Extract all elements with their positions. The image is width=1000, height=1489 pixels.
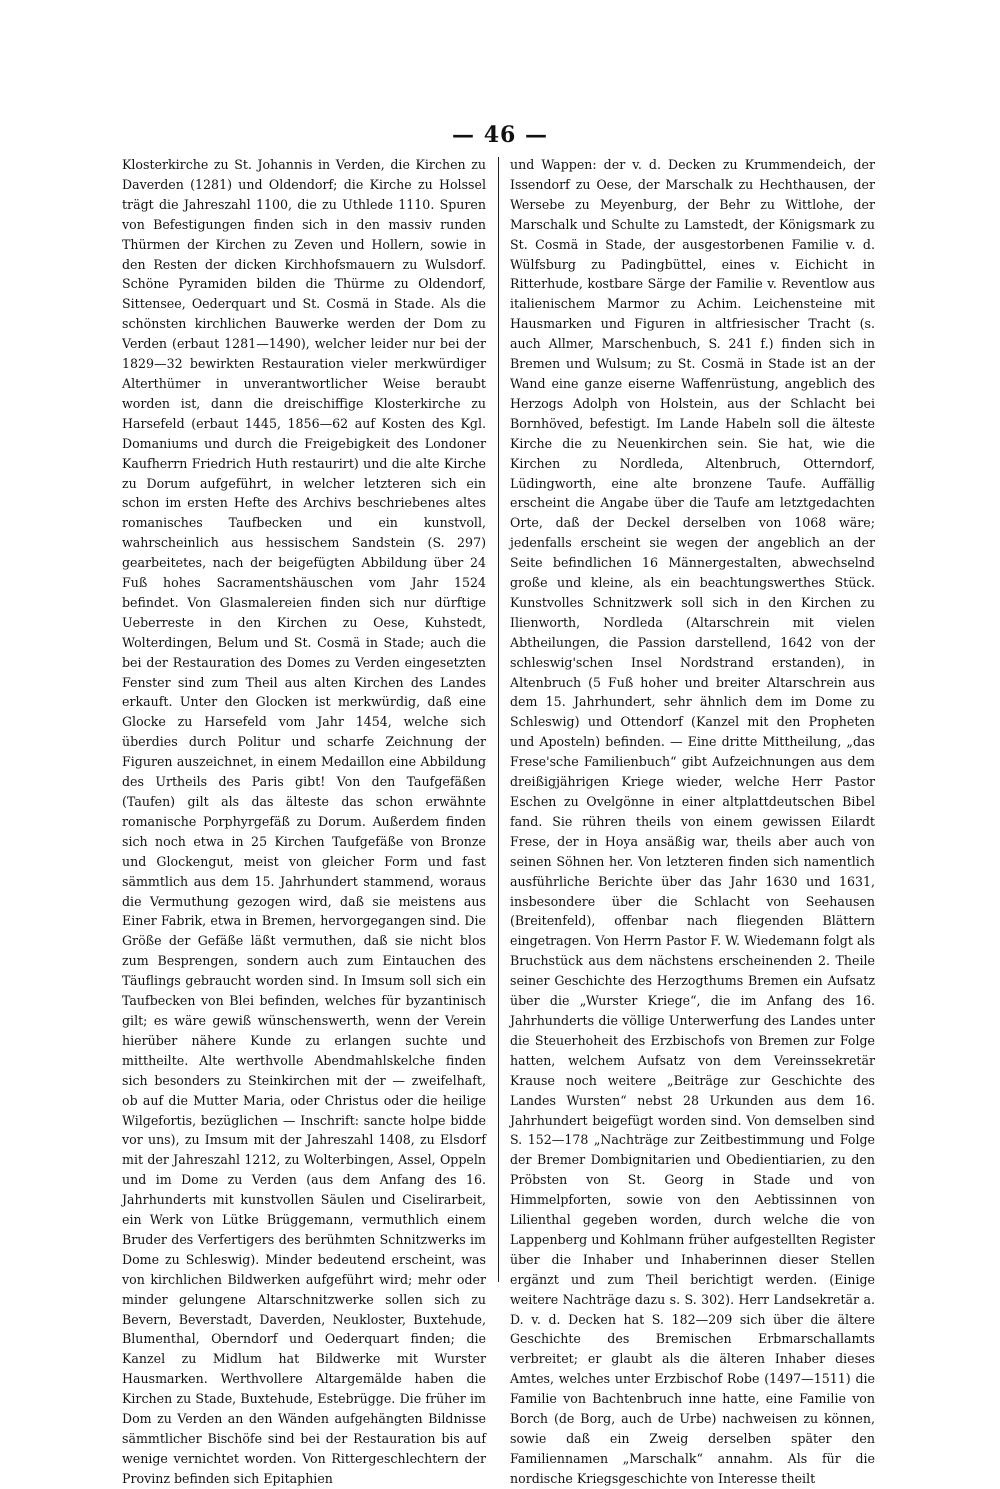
left-column: [122, 155, 486, 1486]
right-column: [510, 155, 875, 1486]
column-divider: [498, 157, 499, 1282]
page-number: — 46 —: [452, 122, 548, 148]
left-column-text: Klosterkirche zu St. Johannis in Verden, die Kirchen zu Daverden (1281) und Oldendorf; die Kirche zu Holssel trägt die Jahreszahl 1100, die zu Uthlede 1110. Spuren von Befestigungen finden sich in den massiv runden Thürmen der Kirchen zu Zeven und Hollern, sowie in den Resten der dicken Kirchhofsmauern zu Wulsdorf. Schöne Pyramiden bilden die Thürme zu Oldendorf, Sittensee, Oederquart und St. Cosmä in Stade. Als die schönsten kirchlichen Bauwerke werden der Dom zu Verden (erbaut 1281—1490), welcher leider nur bei der 1829—32 bewirkten Restauration vieler merkwürdiger Alterthümer in unverantwortlicher Weise beraubt worden ist, dann die dreischiffige Klosterkirche zu Harsefeld (erbaut 1445, 1856—62 auf Kosten des Kgl. Domaniums und durch die Freigebigkeit des Londoner Kaufherrn Friedrich Huth restaurirt) und die alte Kirche zu Dorum aufgeführt, in welcher letzteren sich ein schon im ersten Hefte des Archivs beschriebenes altes romanisches Taufbecken und ein kunstvoll, wahrscheinlich aus hessischem Sandstein (S. 297) gearbeitetes, nach der beigefügten Abbildung über 24 Fuß hohes Sacramentshäuschen vom Jahr 1524 befindet. Von Glasmalereien finden sich nur dürftige Ueberreste in den Kirchen zu Oese, Kuhstedt, Wolterdingen, Belum und St. Cosmä in Stade; auch die bei der Restauration des Domes zu Verden eingesetzten Fenster sind zum Theil aus alten Kirchen des Landes erkauft. Unter den Glocken ist merkwürdig, daß eine Glocke zu Harsefeld vom Jahr 1454, welche sich überdies durch Politur und scharfe Zeichnung der Figuren auszeichnet, in einem Medaillon eine Abbildung des Urtheils des Paris gibt! Von den Taufgefäßen (Taufen) gilt als das älteste das schon erwähnte romanische Porphyrgefäß zu Dorum. Außerdem finden sich noch etwa in 25 Kirchen Taufgefäße von Bronze und Glockengut, meist von gleicher Form und fast sämmtlich aus dem 15. Jahrhundert stammend, woraus die Vermuthung gezogen wird, daß sie meistens aus Einer Fabrik, etwa in Bremen, hervorgegangen sind. Die Größe der Gefäße läßt vermuthen, daß sie nicht blos zum Besprengen, sondern auch zum Eintauchen des Täuflings gebraucht worden sind. In Imsum soll sich ein Taufbecken von Blei befinden, welches für byzantinisch gilt; es wäre gewiß wünschenswerth, wenn der Verein hierüber nähere Kunde zu erlangen suchte und mittheilte. Alte werthvolle Abendmahlskelche finden sich besonders zu Steinkirchen mit der — zweifelhaft, ob auf die Mutter Maria, oder Christus oder die heilige Wilgefortis, bezüglichen — Inschrift: sancte holpe bidde vor uns), zu Imsum mit der Jahreszahl 1408, zu Elsdorf mit der Jahreszahl 1212, zu Wolterbingen, Assel, Oppeln und im Dome zu Verden (aus dem Anfang des 16. Jahrhunderts mit kunstvollen Säulen und Ciselirarbeit, ein Werk von Lütke Brüggemann, vermuthlich einem Bruder des Verfertigers des berühmten Schnitzwerks im Dome zu Schleswig). Minder bedeutend erscheint, was von kirchlichen Bildwerken aufgeführt wird; mehr oder minder gelungene Altarschnitzwerke sollen sich zu Bevern, Beverstadt, Daverden, Neukloster, Buxtehude, Blumenthal, Oberndorf und Oederquart finden; die Kanzel zu Midlum hat Bildwerke mit Wurster Hausmarken. Werthvollere Altargemälde haben die Kirchen zu Stade, Buxtehude, Estebrügge. Die früher im Dom zu Verden an den Wänden aufgehängten Bildnisse sämmtlicher Bischöfe sind bei der Restauration bis auf wenige vernichtet worden. Von Rittergeschlechtern der Provinz befinden sich Epitaphien: [122, 157, 486, 1486]
right-column-text: und Wappen: der v. d. Decken zu Krummendeich, der Issendorf zu Oese, der Marschalk zu Hechthausen, der Wersebe zu Meyenburg, der Behr zu Wittlohe, der Marschalk und Schulte zu Lamstedt, der Königsmark zu St. Cosmä in Stade, der ausgestorbenen Familie v. d. Wülfsburg zu Padingbüttel, eines v. Eichicht in Ritterhude, kostbare Särge der Familie v. Reventlow aus italienischem Marmor zu Achim. Leichensteine mit Hausmarken und Figuren in altfriesischer Tracht (s. auch Allmer, Marschenbuch, S. 241 f.) finden sich in Bremen und Wulsum; zu St. Cosmä in Stade ist an der Wand eine ganze eiserne Waffenrüstung, angeblich des Herzogs Adolph von Holstein, aus der Schlacht bei Bornhöved, befestigt. Im Lande Habeln soll die älteste Kirche die zu Neuenkirchen sein. Sie hat, wie die Kirchen zu Nordleda, Altenbruch, Otterndorf, Lüdingworth, eine alte bronzene Taufe. Auffällig erscheint die Angabe über die Taufe am letztgedachten Orte, daß der Deckel derselben von 1068 wäre; jedenfalls erscheint sie wegen der angeblich an der Seite befindlichen 16 Männergestalten, abwechselnd große und kleine, als ein beachtungswerthes Stück. Kunstvolles Schnitzwerk soll sich in den Kirchen zu Ilienworth, Nordleda (Altarschrein mit vielen Abtheilungen, die Passion darstellend, 1642 von der schleswig'schen Insel Nordstrand erstanden), in Altenbruch (5 Fuß hoher und breiter Altarschrein aus dem 15. Jahrhundert, sehr ähnlich dem im Dome zu Schleswig) und Ottendorf (Kanzel mit den Propheten und Aposteln) befinden. — Eine dritte Mittheilung, „das Frese'sche Familienbuch“ gibt Aufzeichnungen aus dem dreißigjährigen Kriege wieder, welche Herr Pastor Eschen zu Ovelgönne in einer altplattdeutschen Bibel fand. Sie rühren theils von einem gewissen Eilardt Frese, der in Hoya ansäßig war, theils aber auch von seinen Söhnen her. Von letzteren finden sich namentlich ausführliche Berichte über das Jahr 1630 und 1631, insbesondere über die Schlacht von Seehausen (Breitenfeld), offenbar nach fliegenden Blättern eingetragen. Von Herrn Pastor F. W. Wiedemann folgt als Bruchstück aus dem nächstens erscheinenden 2. Theile seiner Geschichte des Herzogthums Bremen ein Aufsatz über die „Wurster Kriege“, die im Anfang des 16. Jahrhunderts die völlige Unterwerfung des Landes unter die Steuerhoheit des Erzbischofs von Bremen zur Folge hatten, welchem Aufsatz von dem Vereinssekretär Krause noch weitere „Beiträge zur Geschichte des Landes Wursten“ nebst 28 Urkunden aus dem 16. Jahrhundert beigefügt worden sind. Von demselben sind S. 152—178 „Nachträge zur Zeitbestimmung und Folge der Bremer Dombignitarien und Obedientiarien, zu den Pröbsten von St. Georg in Stade und von Himmelpforten, sowie von den Aebtissinnen von Lilienthal gegeben worden, durch welche die von Lappenberg und Kohlmann früher aufgestellten Register über die Inhaber und Inhaberinnen dieser Stellen ergänzt und zum Theil berichtigt werden. (Einige weitere Nachträge dazu s. S. 302). Herr Landsekretär a. D. v. d. Decken hat S. 182—209 sich über die ältere Geschichte des Bremischen Erbmarschallamts verbreitet; er glaubt als die älteren Inhaber dieses Amtes, welches unter Erzbischof Robe (1497—1511) die Familie von Bachtenbruch inne hatte, eine Familie von Borch (de Borg, auch de Urbe) nachweisen zu können, sowie daß ein Zweig derselben später den Familiennamen „Marschalk“ annahm. Als für die nordische Kriegsgeschichte von Interesse theilt: [510, 157, 875, 1486]
